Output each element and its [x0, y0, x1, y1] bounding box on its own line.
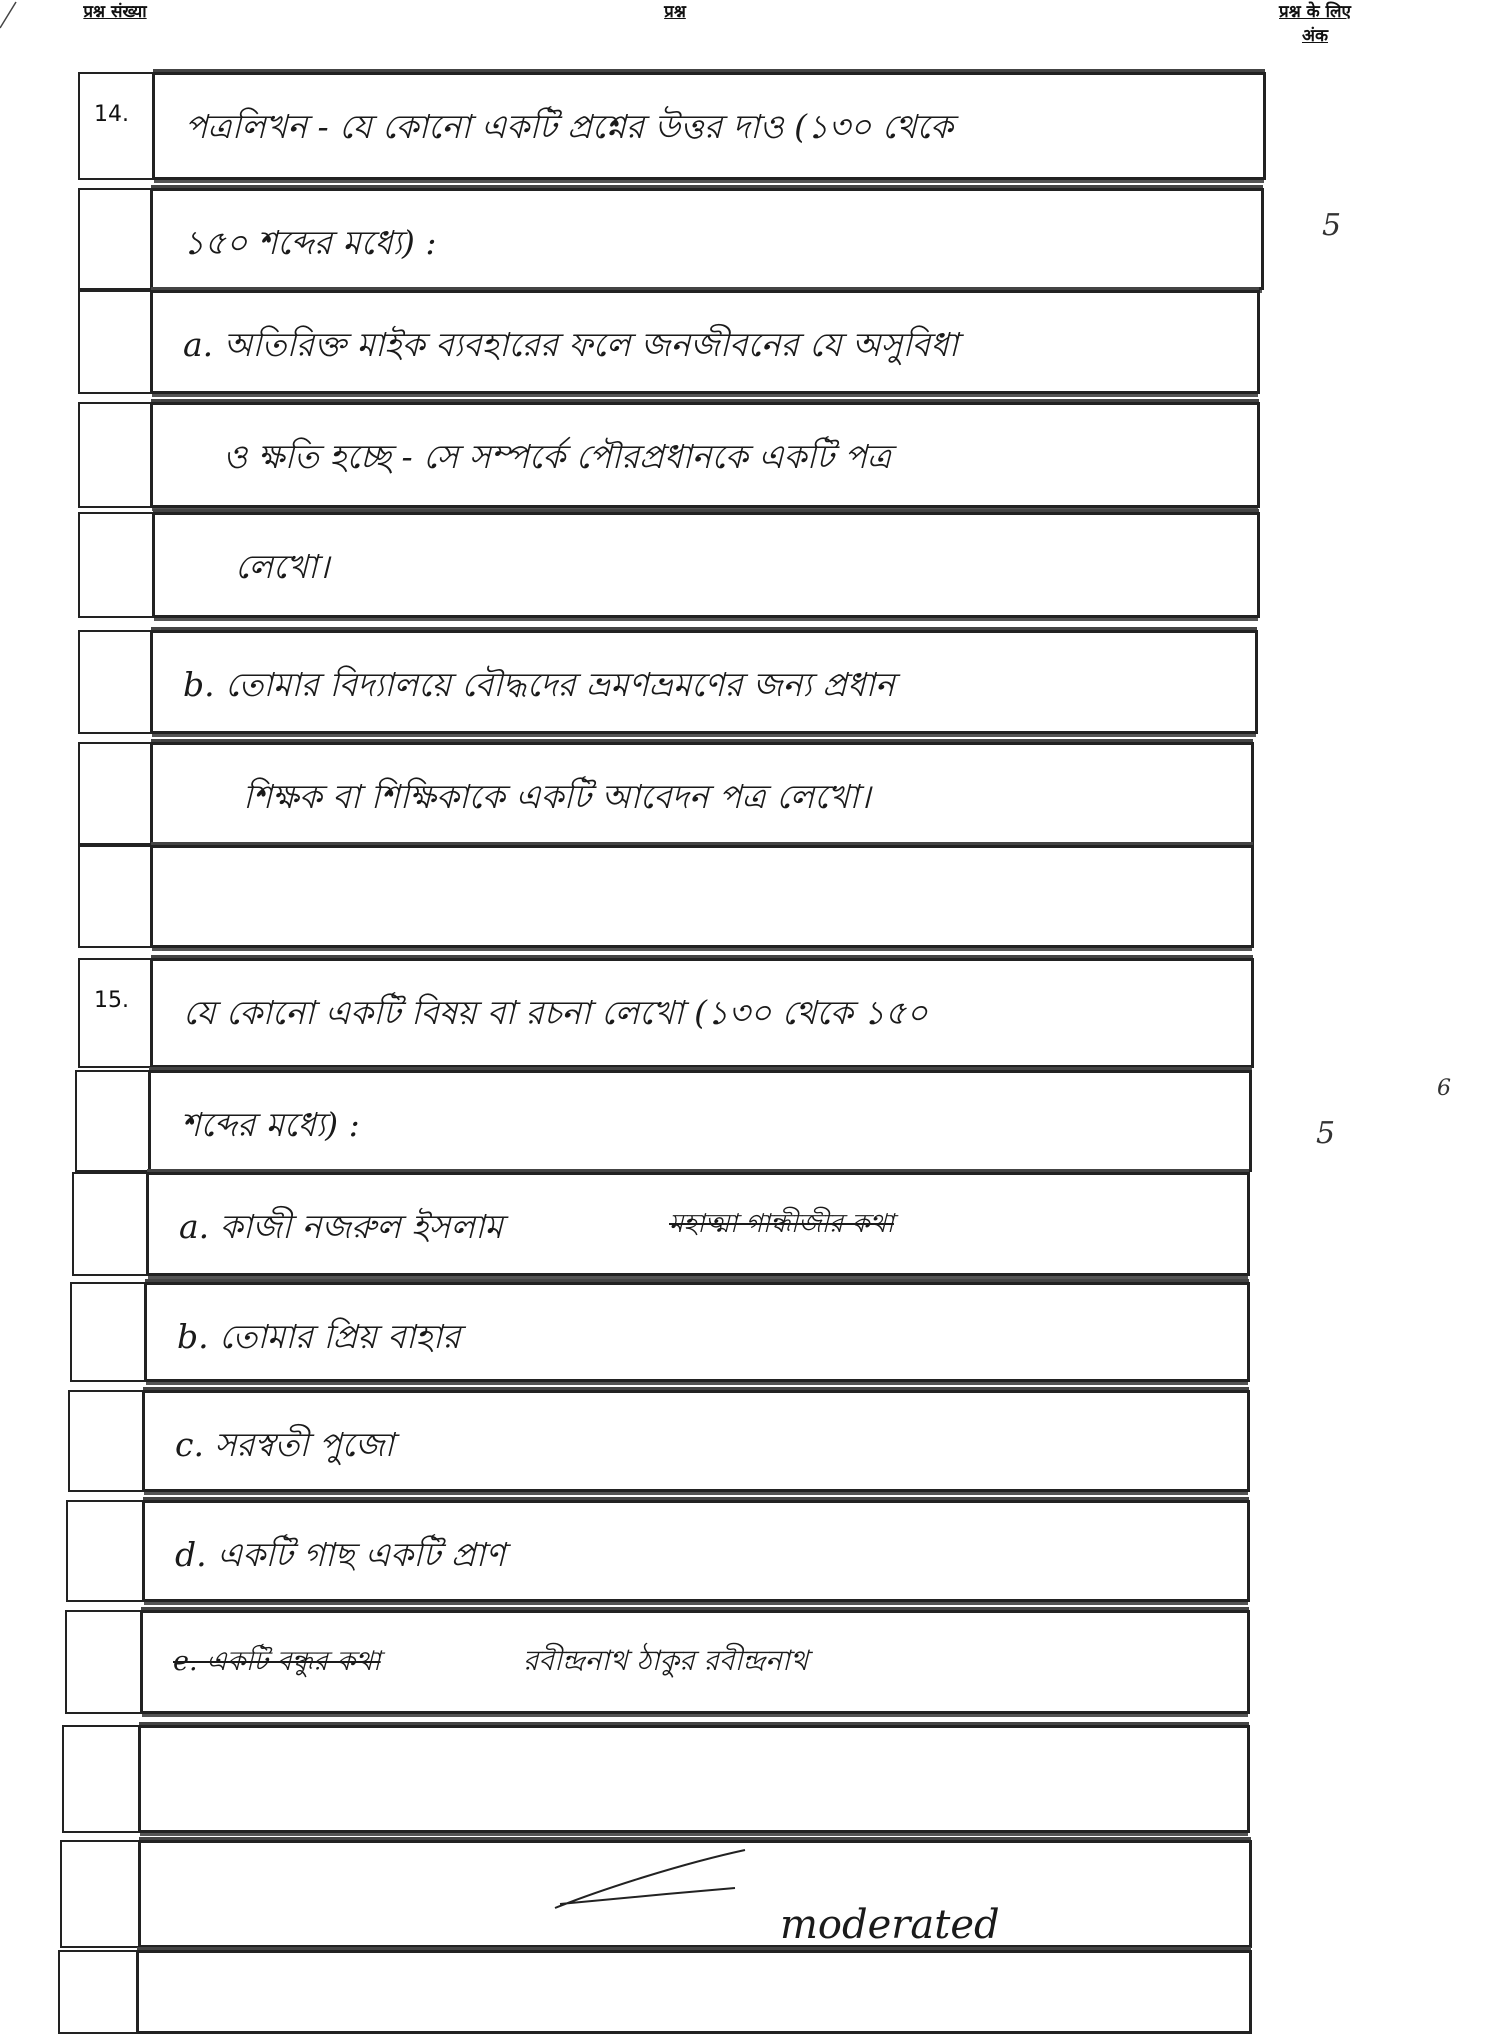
question-number-cell — [78, 290, 152, 394]
handwritten-text: লেখো। — [235, 547, 330, 586]
moderated-note: moderated — [780, 1902, 1000, 1948]
handwritten-text: ও ক্ষতি হচ্ছে - সে সম্পর্কে পৌরপ্রধানকে একটি পত্র — [223, 437, 892, 476]
answer-line-cell — [150, 742, 1254, 845]
question-number-cell — [78, 742, 152, 845]
question-number-cell — [78, 402, 152, 508]
handwritten-text: ১৫০ শব্দের মধ্যে) : — [183, 223, 437, 262]
answer-line-cell — [150, 290, 1260, 394]
question-number-cell — [78, 845, 152, 948]
handwritten-text: d. একটি গাছ একটি প্রাণ — [175, 1535, 506, 1574]
question-number-cell — [58, 1950, 138, 2034]
answer-line-cell — [150, 845, 1254, 948]
answer-line-cell — [138, 1725, 1250, 1833]
question-number-cell — [78, 188, 152, 290]
header-question-number: प्रश्न संख्या — [83, 2, 147, 22]
answer-line-cell — [150, 630, 1258, 734]
answer-line-cell — [152, 72, 1266, 180]
question-number-cell — [62, 1725, 140, 1833]
answer-line-cell — [142, 1390, 1250, 1492]
handwritten-text: শিক্ষক বা শিক্ষিকাকে একটি আবেদন পত্র লেখো। — [243, 777, 871, 816]
marks-q14: 5 — [1322, 208, 1342, 243]
question-number-cell — [70, 1282, 146, 1382]
answer-line-cell — [150, 188, 1264, 290]
question-number-cell — [78, 630, 152, 734]
handwritten-text: c. সরস্বতী পুজো — [175, 1425, 394, 1464]
handwritten-text: যে কোনো একটি বিষয় বা রচনা লেখো (১৩০ থেকে ১৫০ — [183, 993, 928, 1032]
answer-line-cell — [136, 1950, 1252, 2034]
answer-line-cell — [148, 1070, 1252, 1172]
marks-q15: 5 — [1316, 1116, 1336, 1151]
handwritten-text: b. তোমার বিদ্যালয়ে বৌদ্ধদের ভ্রমণভ্রমণের জন্য প্রধান — [183, 665, 895, 704]
struck-out-text: মহাত্মা গান্ধীজীর কথা — [669, 1209, 894, 1239]
struck-out-text: e. একটি বন্ধুর কথা — [173, 1646, 381, 1677]
question-number-cell: 15. — [78, 958, 152, 1068]
answer-line-cell — [150, 958, 1254, 1068]
header-question: प्रश्न — [664, 2, 686, 22]
handwritten-text: b. তোমার প্রিয় বাহার — [177, 1317, 461, 1356]
answer-line-cell — [152, 512, 1260, 618]
handwritten-text: শব্দের মধ্যে) : — [181, 1105, 360, 1144]
answer-line-cell — [140, 1610, 1250, 1714]
answer-line-cell — [142, 1500, 1250, 1602]
handwritten-text: পত্রলিখন - যে কোনো একটি প্রশ্নের উত্তর দাও (১৩০ থেকে — [185, 107, 953, 146]
question-number-cell — [78, 512, 154, 618]
top-left-corner-mark — [0, 0, 30, 30]
margin-mark: 6 — [1437, 1076, 1451, 1101]
handwritten-text: রবীন্দ্রনাথ ঠাকুর রবীন্দ্রনাথ — [523, 1644, 809, 1677]
question-number-cell — [68, 1390, 144, 1492]
header-marks: प्रश्न के लिए अंक — [1279, 2, 1351, 46]
moderator-signature-stroke — [545, 1838, 785, 1918]
question-number-cell — [65, 1610, 142, 1714]
question-number-cell — [72, 1172, 148, 1276]
question-number-cell — [66, 1500, 144, 1602]
question-number-cell — [75, 1070, 150, 1172]
question-number-cell — [60, 1840, 140, 1948]
handwritten-text: a. কাজী নজরুল ইসলাম — [179, 1207, 503, 1246]
answer-line-cell — [150, 402, 1260, 508]
question-number-cell: 14. — [78, 72, 154, 180]
handwritten-text: a. অতিরিক্ত মাইক ব্যবহারের ফলে জনজীবনের যে অসুবিধা — [183, 325, 959, 364]
answer-line-cell — [144, 1282, 1250, 1382]
answer-line-cell — [146, 1172, 1250, 1276]
